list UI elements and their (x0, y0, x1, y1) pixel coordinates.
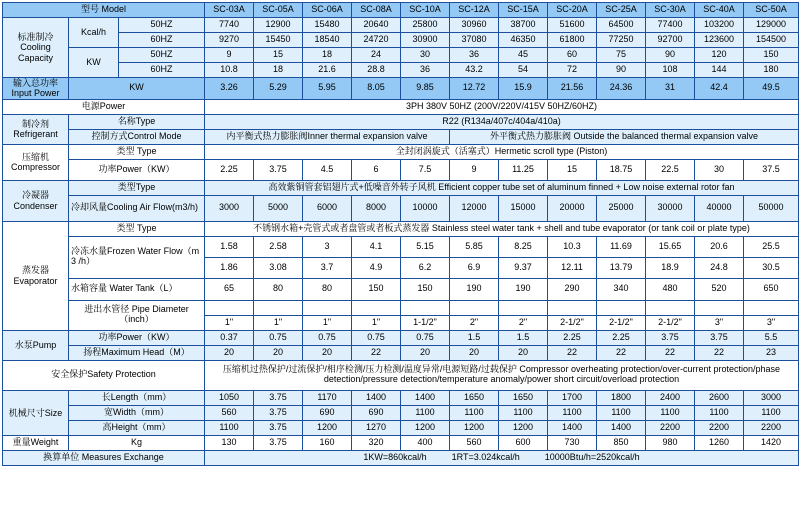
value-cell: 2.25 (597, 330, 646, 345)
value-cell: 2.25 (548, 330, 597, 345)
value-cell: 690 (303, 405, 352, 420)
exchange-label: 换算单位 Measures Exchange (3, 450, 205, 465)
value-cell: 980 (646, 435, 695, 450)
input-power-row (3, 78, 799, 100)
value-cell: 24720 (352, 33, 401, 48)
size-length-row (3, 390, 799, 405)
value-cell: 25800 (401, 18, 450, 33)
value-cell: 1100 (499, 405, 548, 420)
value-cell: 730 (548, 435, 597, 450)
compressor-label: 压缩机 Compressor (3, 144, 69, 180)
value-cell: 22.5 (646, 159, 695, 180)
weight-unit: Kg (69, 435, 205, 450)
value-cell: 20 (401, 345, 450, 360)
compressor-type-row (3, 144, 799, 159)
value-cell: 520 (695, 278, 744, 300)
value-cell: 3 (303, 236, 352, 257)
value-cell: 190 (450, 278, 499, 300)
value-cell: 3" (695, 315, 744, 330)
frozen-flow-50-row (3, 236, 799, 257)
value-cell: 154500 (744, 33, 799, 48)
hz-60-label: 60HZ (119, 33, 205, 48)
size-width-row (3, 405, 799, 420)
value-cell: 1100 (695, 405, 744, 420)
hz-50-label: 50HZ (119, 48, 205, 63)
value-cell: 1100 (205, 420, 254, 435)
water-tank-row (3, 278, 799, 300)
value-cell: 1100 (597, 405, 646, 420)
value-cell: 72 (548, 63, 597, 78)
value-cell: 60 (548, 48, 597, 63)
value-cell (548, 300, 597, 315)
value-cell: 15000 (499, 195, 548, 221)
value-cell: 8.25 (499, 236, 548, 257)
evaporator-label: 蒸发器 Evaporator (3, 221, 69, 330)
value-cell: 36 (450, 48, 499, 63)
value-cell: 1100 (744, 405, 799, 420)
value-cell: 15 (254, 48, 303, 63)
value-cell: 6 (352, 159, 401, 180)
value-cell: 6.2 (401, 257, 450, 278)
spec-table (2, 2, 799, 466)
value-cell: 9270 (205, 33, 254, 48)
value-cell: 0.75 (401, 330, 450, 345)
control-mode-label: 控制方式Control Mode (69, 129, 205, 144)
value-cell: 40000 (695, 195, 744, 221)
value-cell: 20000 (548, 195, 597, 221)
value-cell: 9 (450, 159, 499, 180)
value-cell: 37.5 (744, 159, 799, 180)
value-cell: 15450 (254, 33, 303, 48)
value-cell: 13.79 (597, 257, 646, 278)
value-cell: 20640 (352, 18, 401, 33)
cooling-kcal-60-row (3, 33, 799, 48)
pump-label: 水泵Pump (3, 330, 69, 360)
value-cell: 90 (597, 63, 646, 78)
value-cell: 2" (450, 315, 499, 330)
value-cell: 1.5 (450, 330, 499, 345)
value-cell: 10.8 (205, 63, 254, 78)
compressor-power-label: 功率Power（KW） (69, 159, 205, 180)
value-cell: 1100 (646, 405, 695, 420)
value-cell: 123600 (695, 33, 744, 48)
exchange-row (3, 450, 799, 465)
value-cell: 1170 (303, 390, 352, 405)
value-cell: 160 (303, 435, 352, 450)
weight-label: 重量Weight (3, 435, 69, 450)
kcal-unit: Kcal/h (69, 18, 119, 48)
value-cell: 15 (548, 159, 597, 180)
value-cell: 560 (205, 405, 254, 420)
value-cell: 7740 (205, 18, 254, 33)
compressor-power-row (3, 159, 799, 180)
value-cell: 11.25 (499, 159, 548, 180)
evaporator-type-label: 类型 Type (69, 221, 205, 236)
value-cell: 2200 (646, 420, 695, 435)
value-cell: 1" (303, 315, 352, 330)
value-cell: 2200 (695, 420, 744, 435)
input-power-label: 输入总功率 Input Power (3, 78, 69, 100)
value-cell: 3.7 (303, 257, 352, 278)
control-inner-value: 内平衡式热力膨胀阀Inner thermal expansion valve (205, 129, 450, 144)
value-cell: 11.69 (597, 236, 646, 257)
value-cell (744, 300, 799, 315)
value-cell: 24 (352, 48, 401, 63)
value-cell: 5.95 (303, 78, 352, 100)
hz-60-label: 60HZ (119, 63, 205, 78)
value-cell: 190 (499, 278, 548, 300)
condenser-type-label: 类型Type (69, 180, 205, 195)
value-cell: 1200 (499, 420, 548, 435)
value-cell: 1.86 (205, 257, 254, 278)
value-cell: 2200 (744, 420, 799, 435)
value-cell (450, 300, 499, 315)
value-cell: 1400 (352, 390, 401, 405)
value-cell: 1650 (499, 390, 548, 405)
value-cell: 1700 (548, 390, 597, 405)
value-cell: 22 (548, 345, 597, 360)
model-name: SC-15A (499, 3, 548, 18)
value-cell: 129000 (744, 18, 799, 33)
value-cell: 5.85 (450, 236, 499, 257)
value-cell: 0.75 (303, 330, 352, 345)
electric-row (3, 99, 799, 114)
value-cell: 2-1/2" (597, 315, 646, 330)
model-name: SC-06A (303, 3, 352, 18)
value-cell: 31 (646, 78, 695, 100)
value-cell: 30.5 (744, 257, 799, 278)
pipe-diameter-row (3, 300, 799, 315)
value-cell: 24.36 (597, 78, 646, 100)
value-cell: 54 (499, 63, 548, 78)
value-cell: 1-1/2" (401, 315, 450, 330)
value-cell: 36 (401, 63, 450, 78)
control-outer-value: 外平衡式热力膨胀阀 Outside the balanced thermal expansion valve (450, 129, 799, 144)
value-cell: 1" (205, 315, 254, 330)
value-cell: 25.5 (744, 236, 799, 257)
value-cell: 15480 (303, 18, 352, 33)
value-cell (499, 300, 548, 315)
value-cell: 46350 (499, 33, 548, 48)
value-cell: 43.2 (450, 63, 499, 78)
value-cell: 80 (303, 278, 352, 300)
value-cell: 12000 (450, 195, 499, 221)
value-cell: 650 (744, 278, 799, 300)
value-cell: 1.5 (499, 330, 548, 345)
value-cell: 400 (401, 435, 450, 450)
value-cell: 64500 (597, 18, 646, 33)
value-cell: 2.25 (205, 159, 254, 180)
value-cell: 1050 (205, 390, 254, 405)
value-cell: 3.26 (205, 78, 254, 100)
cooling-kcal-50-row (3, 18, 799, 33)
value-cell: 20.6 (695, 236, 744, 257)
value-cell: 28.8 (352, 63, 401, 78)
value-cell: 290 (548, 278, 597, 300)
value-cell: 8000 (352, 195, 401, 221)
value-cell: 30900 (401, 33, 450, 48)
value-cell: 3.75 (254, 405, 303, 420)
value-cell: 480 (646, 278, 695, 300)
exchange-value: 1KW=860kcal/h 1RT=3.024kcal/h 10000Btu/h=2520kcal/h (205, 450, 799, 465)
value-cell: 1420 (744, 435, 799, 450)
cooling-kw-50-row (3, 48, 799, 63)
value-cell: 5.15 (401, 236, 450, 257)
value-cell (205, 300, 254, 315)
value-cell: 0.37 (205, 330, 254, 345)
value-cell: 42.4 (695, 78, 744, 100)
pipe-diameter-label: 进出水管径 Pipe Diameter（inch） (69, 300, 205, 330)
value-cell: 21.6 (303, 63, 352, 78)
value-cell: 3.75 (254, 420, 303, 435)
value-cell: 45 (499, 48, 548, 63)
value-cell (597, 300, 646, 315)
value-cell: 600 (499, 435, 548, 450)
value-cell: 22 (646, 345, 695, 360)
value-cell: 1200 (401, 420, 450, 435)
value-cell: 1400 (597, 420, 646, 435)
model-name: SC-20A (548, 3, 597, 18)
value-cell: 10.3 (548, 236, 597, 257)
value-cell: 108 (646, 63, 695, 78)
value-cell: 20 (499, 345, 548, 360)
value-cell (352, 300, 401, 315)
value-cell: 5.5 (744, 330, 799, 345)
model-name: SC-10A (401, 3, 450, 18)
value-cell: 5000 (254, 195, 303, 221)
value-cell: 30 (401, 48, 450, 63)
control-mode-row (3, 129, 799, 144)
value-cell: 130 (205, 435, 254, 450)
refrigerant-type-value: R22 (R134a/407c/404a/410a) (205, 114, 799, 129)
value-cell: 2-1/2" (646, 315, 695, 330)
value-cell: 25000 (597, 195, 646, 221)
value-cell: 50000 (744, 195, 799, 221)
value-cell: 24.8 (695, 257, 744, 278)
model-name: SC-25A (597, 3, 646, 18)
value-cell: 4.1 (352, 236, 401, 257)
safety-label: 安全保护Safety Protection (3, 360, 205, 390)
value-cell: 77400 (646, 18, 695, 33)
value-cell: 9.85 (401, 78, 450, 100)
value-cell: 80 (254, 278, 303, 300)
condenser-label: 冷凝器 Condenser (3, 180, 69, 221)
pump-power-row (3, 330, 799, 345)
value-cell: 3000 (744, 390, 799, 405)
value-cell: 18 (303, 48, 352, 63)
input-power-unit: KW (69, 78, 205, 100)
value-cell: 1650 (450, 390, 499, 405)
value-cell: 15.9 (499, 78, 548, 100)
value-cell: 1270 (352, 420, 401, 435)
value-cell: 1100 (450, 405, 499, 420)
compressor-type-label: 类型 Type (69, 144, 205, 159)
value-cell: 7.5 (401, 159, 450, 180)
value-cell: 1100 (548, 405, 597, 420)
model-label: 型号 Model (3, 3, 205, 18)
value-cell: 4.9 (352, 257, 401, 278)
value-cell: 0.75 (254, 330, 303, 345)
condenser-type-value: 高效紫铜管套铝翅片式+低噪音外转子风机 Efficient copper tube set of aluminum finned + Low noise external rotor fan (205, 180, 799, 195)
value-cell: 10000 (401, 195, 450, 221)
value-cell: 20 (205, 345, 254, 360)
refrigerant-type-row (3, 114, 799, 129)
value-cell: 20 (254, 345, 303, 360)
value-cell: 150 (352, 278, 401, 300)
value-cell (695, 300, 744, 315)
value-cell: 22 (695, 345, 744, 360)
value-cell: 15.65 (646, 236, 695, 257)
hz-50-label: 50HZ (119, 18, 205, 33)
value-cell: 92700 (646, 33, 695, 48)
safety-row (3, 360, 799, 390)
value-cell: 1260 (695, 435, 744, 450)
value-cell: 18.75 (597, 159, 646, 180)
safety-value: 压缩机过热保护/过流保护/相序检测/压力检测/温度异常/电源短路/过载保护 Compressor overheating protection/over-current protection/phase detection/pressure detection/temperature anomaly/power short circuit/overload protection (205, 360, 799, 390)
value-cell: 690 (352, 405, 401, 420)
model-name: SC-12A (450, 3, 499, 18)
model-name: SC-40A (695, 3, 744, 18)
value-cell: 3.75 (254, 435, 303, 450)
length-label: 长Length（mm） (69, 390, 205, 405)
value-cell: 144 (695, 63, 744, 78)
value-cell: 22 (597, 345, 646, 360)
electric-label: 电源Power (3, 99, 205, 114)
value-cell: 5.29 (254, 78, 303, 100)
value-cell: 340 (597, 278, 646, 300)
value-cell: 1800 (597, 390, 646, 405)
value-cell: 103200 (695, 18, 744, 33)
height-label: 高Height（mm） (69, 420, 205, 435)
value-cell: 1200 (303, 420, 352, 435)
value-cell: 150 (744, 48, 799, 63)
value-cell: 38700 (499, 18, 548, 33)
value-cell: 2.58 (254, 236, 303, 257)
pump-power-label: 功率Power（KW） (69, 330, 205, 345)
model-name: SC-03A (205, 3, 254, 18)
value-cell: 6000 (303, 195, 352, 221)
value-cell: 1" (352, 315, 401, 330)
value-cell: 3.75 (646, 330, 695, 345)
kw-unit: KW (69, 48, 119, 78)
value-cell: 21.56 (548, 78, 597, 100)
cooling-capacity-label: 标准制冷 Cooling Capacity (3, 18, 69, 78)
water-tank-label: 水箱容量 Water Tank（L） (69, 278, 205, 300)
evaporator-type-row (3, 221, 799, 236)
value-cell: 8.05 (352, 78, 401, 100)
value-cell: 2600 (695, 390, 744, 405)
value-cell: 560 (450, 435, 499, 450)
value-cell: 3000 (205, 195, 254, 221)
value-cell (303, 300, 352, 315)
value-cell: 2" (499, 315, 548, 330)
value-cell: 30 (695, 159, 744, 180)
value-cell: 20 (450, 345, 499, 360)
value-cell: 49.5 (744, 78, 799, 100)
value-cell: 61800 (548, 33, 597, 48)
frozen-flow-label: 冷冻水量Frozen Water Flow（m 3 /h） (69, 236, 205, 278)
value-cell: 75 (597, 48, 646, 63)
value-cell: 90 (646, 48, 695, 63)
value-cell: 18540 (303, 33, 352, 48)
value-cell: 2-1/2" (548, 315, 597, 330)
model-name: SC-50A (744, 3, 799, 18)
value-cell: 12.11 (548, 257, 597, 278)
value-cell: 22 (352, 345, 401, 360)
value-cell: 1.58 (205, 236, 254, 257)
value-cell: 0.75 (352, 330, 401, 345)
value-cell: 320 (352, 435, 401, 450)
value-cell: 180 (744, 63, 799, 78)
cooling-kw-60-row (3, 63, 799, 78)
value-cell: 20 (303, 345, 352, 360)
value-cell (401, 300, 450, 315)
value-cell: 1100 (401, 405, 450, 420)
condenser-type-row (3, 180, 799, 195)
value-cell: 18 (254, 63, 303, 78)
value-cell: 12900 (254, 18, 303, 33)
model-name: SC-08A (352, 3, 401, 18)
value-cell: 120 (695, 48, 744, 63)
compressor-type-value: 全封闭涡旋式（活塞式）Hermetic scroll type (Piston) (205, 144, 799, 159)
value-cell: 3.75 (695, 330, 744, 345)
refrigerant-type-label: 名称Type (69, 114, 205, 129)
value-cell: 37080 (450, 33, 499, 48)
value-cell: 3.08 (254, 257, 303, 278)
value-cell: 1" (254, 315, 303, 330)
value-cell: 51600 (548, 18, 597, 33)
value-cell (254, 300, 303, 315)
cooling-air-row (3, 195, 799, 221)
header-row (3, 3, 799, 18)
value-cell: 1200 (450, 420, 499, 435)
value-cell: 3.75 (254, 159, 303, 180)
pump-head-label: 扬程Maximum Head（M） (69, 345, 205, 360)
value-cell: 9 (205, 48, 254, 63)
size-height-row (3, 420, 799, 435)
value-cell: 30960 (450, 18, 499, 33)
value-cell (646, 300, 695, 315)
electric-value: 3PH 380V 50HZ (200V/220V/415V 50HZ/60HZ) (205, 99, 799, 114)
value-cell: 30000 (646, 195, 695, 221)
value-cell: 850 (597, 435, 646, 450)
value-cell: 77250 (597, 33, 646, 48)
refrigerant-label: 制冷剂 Refrigerant (3, 114, 69, 144)
value-cell: 9.37 (499, 257, 548, 278)
model-name: SC-30A (646, 3, 695, 18)
value-cell: 23 (744, 345, 799, 360)
pump-head-row (3, 345, 799, 360)
value-cell: 2400 (646, 390, 695, 405)
value-cell: 3" (744, 315, 799, 330)
value-cell: 18.9 (646, 257, 695, 278)
size-label: 机械尺寸Size (3, 390, 69, 435)
model-name: SC-05A (254, 3, 303, 18)
value-cell: 3.75 (254, 390, 303, 405)
value-cell: 6.9 (450, 257, 499, 278)
weight-row (3, 435, 799, 450)
value-cell: 1400 (401, 390, 450, 405)
value-cell: 150 (401, 278, 450, 300)
value-cell: 1400 (548, 420, 597, 435)
value-cell: 12.72 (450, 78, 499, 100)
evaporator-type-value: 不锈钢水箱+壳管式或者盘管或者板式蒸发器 Stainless steel water tank + shell and tube evaporator (or tank coil or plate type) (205, 221, 799, 236)
width-label: 宽Width（mm） (69, 405, 205, 420)
cooling-air-label: 冷却风量Cooling Air Flow(m3/h) (69, 195, 205, 221)
value-cell: 4.5 (303, 159, 352, 180)
value-cell: 65 (205, 278, 254, 300)
